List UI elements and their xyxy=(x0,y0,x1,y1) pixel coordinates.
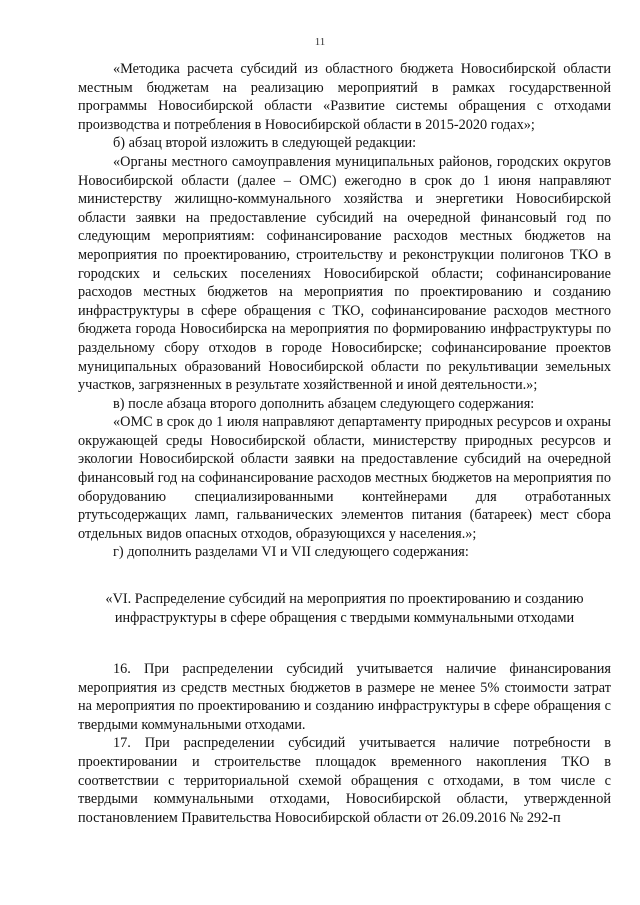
item-number: 17. xyxy=(113,735,131,752)
item-text: При распределении субсидий учитывается наличие финансирования мероприятия из средств местных бюджетов в размере не менее 5% стоимости затрат на мероприятия по проектированию и созданию инфраструктуры в сфере обращения с твердыми коммунальными отходами. xyxy=(78,661,611,733)
item-number: 16. xyxy=(113,661,131,678)
paragraph-methodology-title: «Методика расчета субсидий из областного бюджета Новосибирской области местным бюджетам на реализацию мероприятий в рамках государственной программы Новосибирской области «Развитие системы обращения с отходами производства и потребления в Новосибирской области в 2015-2020 годах»; xyxy=(78,61,611,133)
paragraph-item-g: г) дополнить разделами VI и VII следующего содержания: xyxy=(113,544,469,561)
section-heading-vi: «VI. Распределение субсидий на мероприятия по проектированию и созданию инфраструктуры в сфере обращения с твердыми коммунальными отходами xyxy=(105,591,584,627)
document-body xyxy=(78,60,611,827)
paragraph-item-v: в) после абзаца второго дополнить абзацем следующего содержания: xyxy=(113,395,535,412)
paragraph-oms-june: «Органы местного самоуправления муниципальных районов, городских округов Новосибирской области (далее – ОМС) ежегодно в срок до 1 июня направляют министерству жилищно-коммунального хозяйства и энергетики Новосибирской области заявки на предоставление субсидий на очередной финансовый год по следующим мероприятиям: софинансирование расходов местных бюджетов на мероприятия по проектированию, строительству и реконструкции полигонов ТКО в городских и сельских поселениях Новосибирской области; софинансирование расходов местных бюджетов на мероприятия по проектированию и созданию инфраструктуры в сфере обращения с ТКО, софинансирование расходов местного бюджета города Новосибирска на мероприятия по формированию инфраструктуры по раздельному сбору отходов в городе Новосибирске; софинансирование проектов муниципальных образований Новосибирской области по рекультивации земельных участков, загрязненных в результате хозяйственной и иной деятельности.»; xyxy=(78,153,611,394)
paragraph-item-b: б) абзац второй изложить в следующей редакции: xyxy=(113,135,417,152)
paragraph-oms-july: «ОМС в срок до 1 июля направляют департаменту природных ресурсов и охраны окружающей среды Новосибирской области, министерству природных ресурсов и экологии Новосибирской области заявки на предоставление субсидий на очередной финансовый год на софинансирование расходов местных бюджетов на мероприятия по оборудованию специализированными контейнерами для отработанных ртутьсодержащих ламп, гальванических элементов питания (батареек) мест сбора отдельных видов опасных отходов, образующихся у населения.»; xyxy=(78,414,611,542)
item-text: При распределении субсидий учитывается наличие потребности в проектировании и строительстве площадок временного накопления ТКО в соответствии с территориальной схемой обращения с отходами, в том числе с твердыми коммунальными отходами, Новосибирской области, утвержденной постановлением Правительства Новосибирской области от 26.09.2016 № 292-п xyxy=(78,735,612,826)
page-number: 11 xyxy=(314,36,326,48)
numbered-item-17 xyxy=(78,734,611,827)
numbered-item-16 xyxy=(78,660,611,734)
